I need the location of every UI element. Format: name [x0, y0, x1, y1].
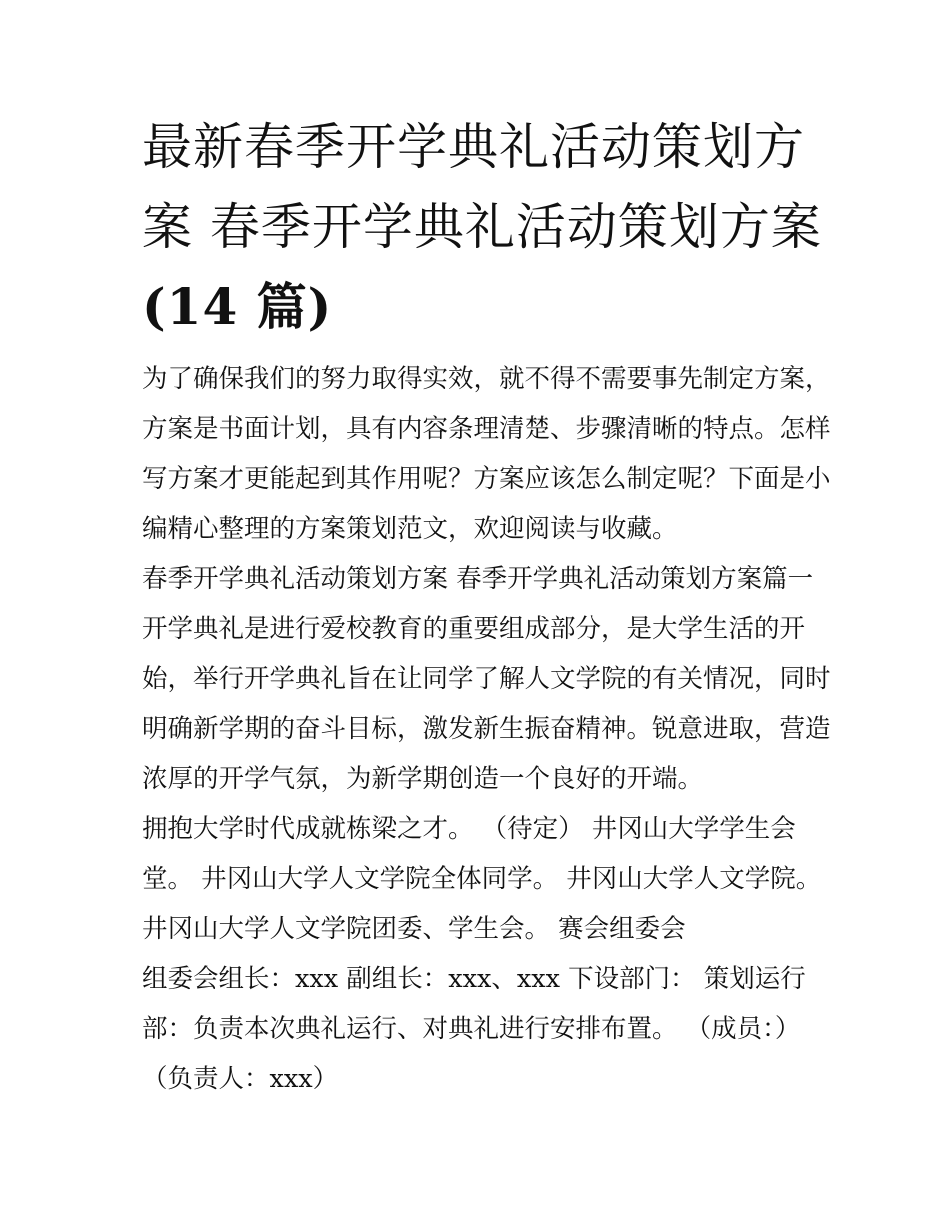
body-line: 始，举行开学典礼旨在让同学了解人文学院的有关情况，同时: [142, 664, 831, 694]
body-line: 堂。 井冈山大学人文学院全体同学。 井冈山大学人文学院。: [142, 864, 822, 894]
body-line: 拥抱大学时代成就栋梁之才。 （待定） 井冈山大学学生会: [142, 814, 796, 844]
body-line: 编精心整理的方案策划范文，欢迎阅读与收藏。: [142, 514, 678, 544]
body-line: 部：负责本次典礼运行、对典礼进行安排布置。 （成员：）: [142, 1014, 801, 1044]
document-title-line-2: 案 春季开学典礼活动策划方案: [142, 198, 822, 256]
body-line: 浓厚的开学气氛，为新学期创造一个良好的开端。: [142, 764, 704, 794]
body-line: 井冈山大学人文学院团委、学生会。 赛会组委会: [142, 914, 686, 944]
body-line: 写方案才更能起到其作用呢？方案应该怎么制定呢？下面是小: [142, 464, 831, 494]
body-line: 开学典礼是进行爱校教育的重要组成部分，是大学生活的开: [142, 614, 806, 644]
document-title-line-3: (14 篇): [142, 277, 333, 336]
document-title-line-1: 最新春季开学典礼活动策划方: [142, 118, 805, 176]
body-line: 为了确保我们的努力取得实效，就不得不需要事先制定方案，: [142, 364, 831, 394]
body-line: 组委会组长：xxx 副组长：xxx、xxx 下设部门： 策划运行: [142, 964, 806, 994]
body-line: （负责人：xxx）: [142, 1064, 339, 1094]
body-line: 方案是书面计划，具有内容条理清楚、步骤清晰的特点。怎样: [142, 414, 831, 444]
section-heading: 春季开学典礼活动策划方案 春季开学典礼活动策划方案篇一: [142, 564, 814, 594]
body-line: 明确新学期的奋斗目标，激发新生振奋精神。锐意进取，营造: [142, 714, 831, 744]
